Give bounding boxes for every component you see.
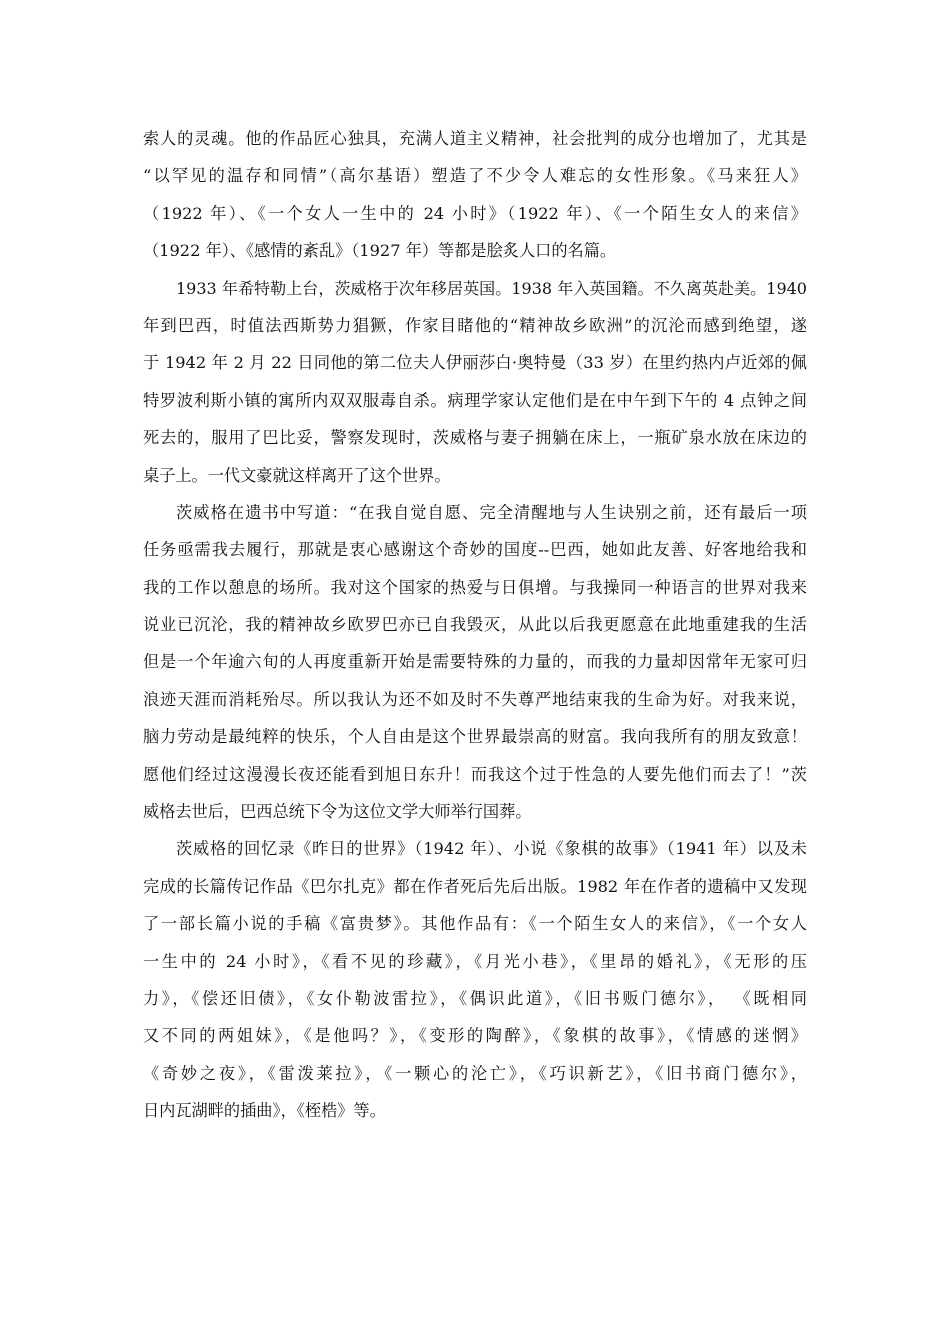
text-line: 特罗波利斯小镇的寓所内双双服毒自杀。病理学家认定他们是在中午到下午的 4 点钟之间 — [143, 390, 807, 410]
text-line: 力》，《偿还旧债》，《女仆勒波雷拉》，《偶识此道》，《旧书贩门德尔》， 《既相同 — [143, 988, 807, 1008]
text-line: 又不同的两姐妹》，《是他吗？》，《变形的陶醉》，《象棋的故事》，《情感的迷惘》 — [143, 1026, 807, 1046]
text-line: 威格去世后，巴西总统下令为这位文学大师举行国葬。 — [143, 802, 532, 822]
text-line: “以罕见的温存和同情”（高尔基语）塑造了不少令人难忘的女性形象。《马来狂人》 — [143, 166, 807, 186]
text-line: 任务亟需我去履行，那就是衷心感谢这个奇妙的国度--巴西，她如此友善、好客地给我和 — [143, 540, 807, 560]
text-line: 日内瓦湖畔的插曲》，《桎梏》等。 — [143, 1101, 386, 1121]
text-line: 但是一个年逾六旬的人再度重新开始是需要特殊的力量的，而我的力量却因常年无家可归 — [143, 652, 807, 672]
text-line: 桌子上。一代文豪就这样离开了这个世界。 — [143, 465, 451, 485]
body-text — [143, 120, 807, 1130]
text-line: 于 1942 年 2 月 22 日同他的第二位夫人伊丽莎白·奥特曼（33 岁）在里约热内卢近郊的佩 — [143, 353, 807, 373]
text-line: 了一部长篇小说的手稿《富贵梦》。其他作品有：《一个陌生女人的来信》，《一个女人 — [143, 914, 807, 934]
text-line: 我的工作以憩息的场所。我对这个国家的热爱与日俱增。与我操同一种语言的世界对我来 — [143, 577, 807, 597]
text-line: 愿他们经过这漫漫长夜还能看到旭日东升！而我这个过于性急的人要先他们而去了！”茨 — [143, 764, 807, 784]
text-line: 脑力劳动是最纯粹的快乐，个人自由是这个世界最崇高的财富。我向我所有的朋友致意！ — [143, 727, 807, 747]
text-line: 浪迹天涯而消耗殆尽。所以我认为还不如及时不失尊严地结束我的生命为好。对我来说， — [143, 689, 807, 709]
text-line: 说业已沉沦，我的精神故乡欧罗巴亦已自我毁灭，从此以后我更愿意在此地重建我的生活 — [143, 615, 807, 635]
text-line: 茨威格在遗书中写道：“在我自觉自愿、完全清醒地与人生诀别之前，还有最后一项 — [176, 502, 807, 522]
text-line: 完成的长篇传记作品《巴尔扎克》都在作者死后先后出版。1982 年在作者的遗稿中又发现 — [143, 876, 807, 896]
text-line: 死去的，服用了巴比妥，警察发现时，茨威格与妻子拥躺在床上，一瓶矿泉水放在床边的 — [143, 428, 807, 448]
text-line: 年到巴西，时值法西斯势力猖獗，作家目睹他的“精神故乡欧洲”的沉沦而感到绝望，遂 — [143, 315, 807, 335]
text-line: 索人的灵魂。他的作品匠心独具，充满人道主义精神，社会批判的成分也增加了，尤其是 — [143, 129, 807, 148]
text-line: 一生中的 24 小时》，《看不见的珍藏》，《月光小巷》，《里昂的婚礼》，《无形的压 — [143, 951, 807, 971]
text-line: （1922 年）、《一个女人一生中的 24 小时》（1922 年）、《一个陌生女人的来信》 — [143, 203, 807, 223]
text-line: 茨威格的回忆录《昨日的世界》（1942 年）、小说《象棋的故事》（1941 年）以及未 — [176, 839, 807, 859]
text-line: 1933 年希特勒上台，茨威格于次年移居英国。1938 年入英国籍。不久离英赴美。1940 — [176, 278, 807, 298]
text-line: （1922 年）、《感情的紊乱》（1927 年）等都是脍炙人口的名篇。 — [143, 241, 617, 261]
text-line: 《奇妙之夜》，《雷泼莱拉》，《一颗心的沦亡》，《巧识新艺》，《旧书商门德尔》， — [143, 1063, 807, 1083]
